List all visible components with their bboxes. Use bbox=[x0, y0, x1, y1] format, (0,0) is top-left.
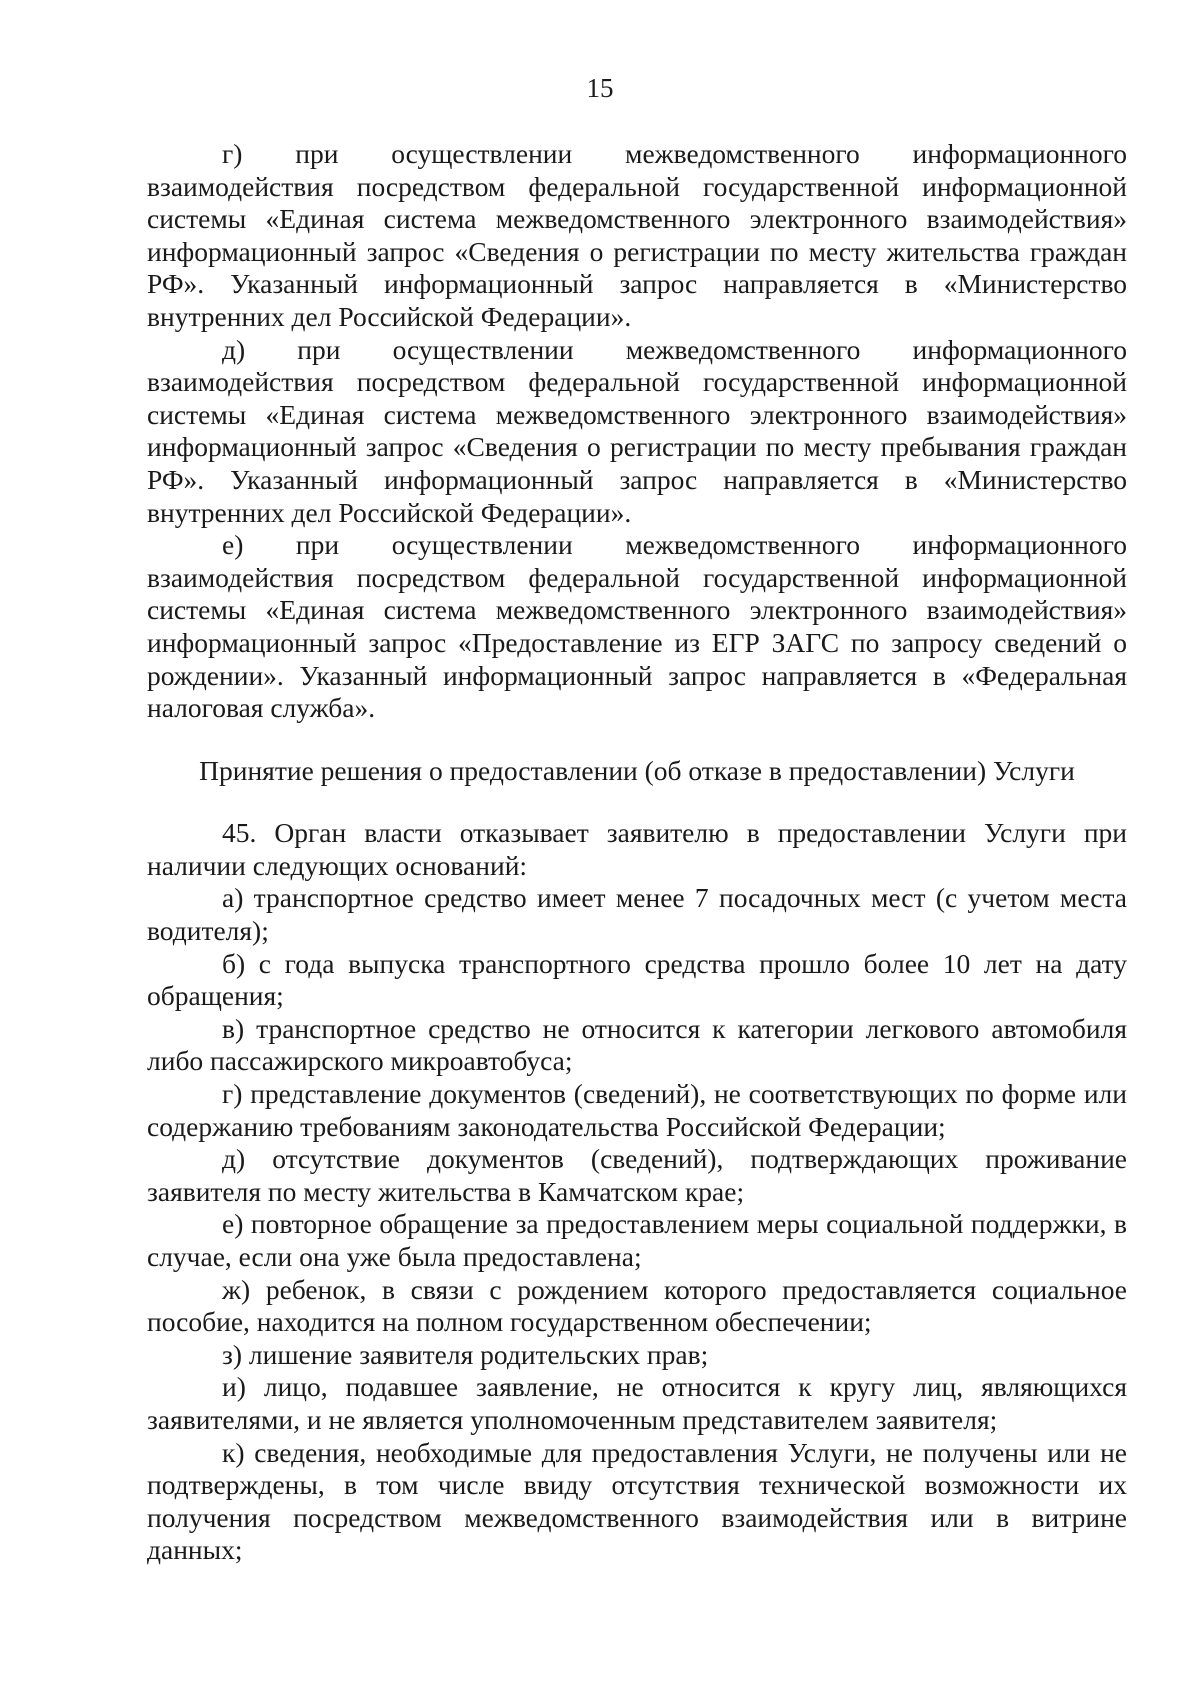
document-body bbox=[147, 138, 1127, 1567]
list-item-g: г) представление документов (сведений), не соответствующих по форме или содержанию требованиям законодательства Российской Федерации; bbox=[147, 1078, 1127, 1142]
list-item-zh: ж) ребенок, в связи с рождением которого предоставляется социальное пособие, находится на полном государственном обеспечении; bbox=[147, 1273, 1127, 1338]
section-heading: Принятие решения о предоставлении (об отказе в предоставлении) Услуги bbox=[199, 754, 1075, 786]
paragraph-e-birth-records: е) при осуществлении межведомственного информационного взаимодействия посредством федеральной государственной информационной системы «Единая система межведомственного электронного взаимодействия» информационный запрос «Предоставление из ЕГР ЗАГС по запросу сведений о рождении». Указанный информационный запрос направляется в «Федеральная налоговая служба». bbox=[147, 529, 1127, 724]
list-item-e: е) повторное обращение за предоставлением меры социальной поддержки, в случае, если она уже была предоставлена; bbox=[147, 1208, 1127, 1272]
list-item-z: з) лишение заявителя родительских прав; bbox=[222, 1338, 709, 1370]
list-item-k: к) сведения, необходимые для предоставления Услуги, не получены или не подтверждены, в том числе ввиду отсутствия технической возможности их получения посредством межведомственного взаимодействия или в витрине данных; bbox=[147, 1436, 1127, 1566]
list-item-d: д) отсутствие документов (сведений), подтверждающих проживание заявителя по месту жительства в Камчатском крае; bbox=[147, 1143, 1127, 1207]
list-item-a: а) транспортное средство имеет менее 7 посадочных мест (с учетом места водителя); bbox=[147, 882, 1127, 947]
paragraph-45-intro: 45. Орган власти отказывает заявителю в предоставлении Услуги при наличии следующих оснований: bbox=[147, 817, 1127, 881]
paragraph-d-registration-stay: д) при осуществлении межведомственного информационного взаимодействия посредством федеральной государственной информационной системы «Единая система межведомственного электронного взаимодействия» информационный запрос «Сведения о регистрации по месту пребывания граждан РФ». Указанный информационный запрос направляется в «Министерство внутренних дел Российской Федерации». bbox=[147, 333, 1127, 528]
page-number: 15 bbox=[586, 73, 614, 103]
list-item-b: б) с года выпуска транспортного средства прошло более 10 лет на дату обращения; bbox=[147, 947, 1127, 1012]
paragraph-g-registration-residence: г) при осуществлении межведомственного информационного взаимодействия посредством федеральной государственной информационной системы «Единая система межведомственного электронного взаимодействия» информационный запрос «Сведения о регистрации по месту жительства граждан РФ». Указанный информационный запрос направляется в «Министерство внутренних дел Российской Федерации». bbox=[147, 138, 1127, 332]
list-item-v: в) транспортное средство не относится к категории легкового автомобиля либо пассажирского микроавтобуса; bbox=[147, 1012, 1127, 1077]
list-item-i: и) лицо, подавшее заявление, не относится к кругу лиц, являющихся заявителями, и не является уполномоченным представителем заявителя; bbox=[147, 1371, 1127, 1435]
